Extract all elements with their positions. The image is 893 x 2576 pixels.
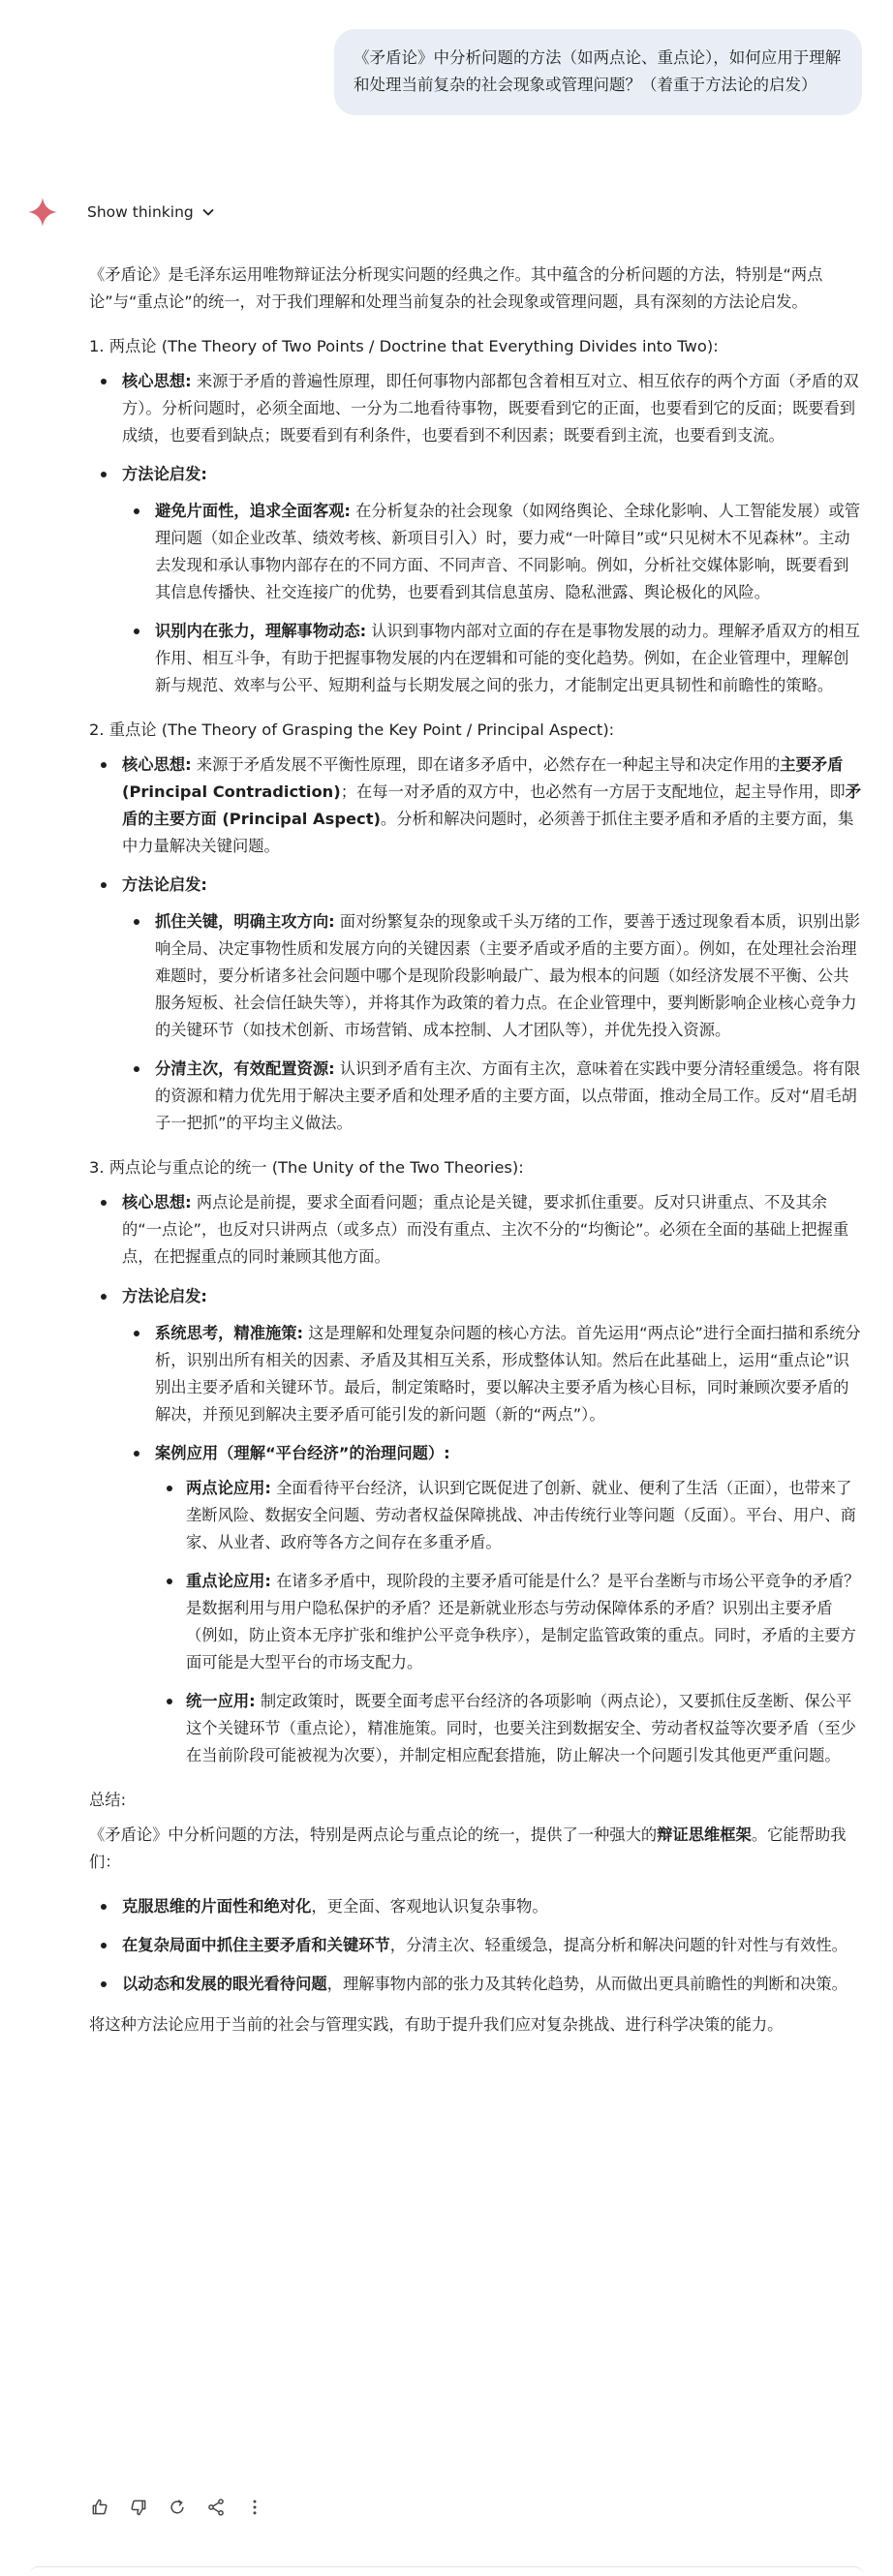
method-label: 方法论启发: xyxy=(122,1286,207,1305)
item-label: 克服思维的片面性和绝对化 xyxy=(122,1896,312,1916)
method-label: 方法论启发: xyxy=(122,465,207,484)
core-text: 来源于矛盾的普遍性原理，即任何事物内部都包含着相互对立、相互依存的两个方面（矛盾的双方）。分析问题时，必须全面地、一分为二地看待事物，既要看到它的正面，也要看到它的反面；既要看到成绩，也要看到缺点；既要看到有利条件，也要看到不利因素；既要看到主流，也要看到支流。 xyxy=(122,372,859,445)
user-prompt-bubble xyxy=(334,29,862,115)
item-text: ，理解事物内部的张力及其转化趋势，从而做出更具前瞻性的判断和决策。 xyxy=(326,1974,847,1993)
core-label: 核心思想: xyxy=(122,1193,192,1212)
section-list xyxy=(89,751,864,1137)
item-label: 抓住关键，明确主攻方向: xyxy=(155,912,335,932)
list-item xyxy=(89,1283,864,1769)
item-text: 制定政策时，既要全面考虑平台经济的各项影响（两点论），又要抓住反垄断、保公平这个关键环节（重点论），精准施策。同时，也要关注到数据安全、劳动者权益等次要矛盾（至少在当前阶段可能被视为次要），并制定相应配套措施，防止解决一个问题引发其他更严重问题。 xyxy=(186,1691,856,1764)
list-item xyxy=(155,1568,864,1676)
item-text: 在诸多矛盾中，现阶段的主要矛盾可能是什么？是平台垄断与市场公平竞争的矛盾？是数据利用与用户隐私保护的矛盾？还是新就业形态与劳动保障体系的矛盾？识别出主要矛盾（例如，防止资本无序扩张和维护公平竞争秩序），是制定监管政策的重点。同时，矛盾的主要方面可能是大型平台的市场支配力。 xyxy=(186,1571,860,1671)
item-label: 识别内在张力，理解事物动态: xyxy=(155,622,367,641)
list-item xyxy=(122,1056,864,1137)
item-text: ，更全面、客观地认识复杂事物。 xyxy=(311,1896,548,1916)
summary-text: 《矛盾论》中分析问题的方法，特别是两点论与重点论的统一，提供了一种强大的 xyxy=(89,1825,658,1844)
item-label: 分清主次，有效配置资源: xyxy=(155,1059,335,1079)
item-text: ，分清主次、轻重缓急，提高分析和解决问题的针对性与有效性。 xyxy=(389,1935,847,1954)
core-text: ；在每一对矛盾的双方中，也必然有一方居于支配地位，起主导作用，即 xyxy=(340,782,846,802)
list-item xyxy=(89,1932,864,1959)
show-thinking-label[interactable]: Show thinking xyxy=(87,203,194,221)
show-thinking-toggle[interactable] xyxy=(27,197,215,228)
list-item xyxy=(155,1475,864,1556)
item-label: 统一应用: xyxy=(186,1691,256,1710)
chevron-down-icon[interactable] xyxy=(201,205,215,219)
list-item xyxy=(122,1320,864,1428)
share-icon[interactable] xyxy=(205,2497,227,2518)
core-text: 两点论是前提，要求全面看问题；重点论是关键，要求抓住重要。反对只讲重点、不及其余的“一点论”，也反对只讲两点（或多点）而没有重点、主次不分的“均衡论”。必须在全面的基础上把握重点，在把握重点的同时兼顾其他方面。 xyxy=(122,1193,849,1267)
list-item xyxy=(122,498,864,606)
response-actions-bar xyxy=(89,2497,265,2518)
list-item xyxy=(89,751,864,860)
list-item xyxy=(122,1440,864,1769)
item-label: 两点论应用: xyxy=(186,1478,271,1497)
item-text: 认识到矛盾有主次、方面有主次，意味着在实践中要分清轻重缓急。将有限的资源和精力优先用于解决主要矛盾和处理矛盾的主要方面，以点带面，推动全局工作。反对“眉毛胡子一把抓”的平均主义做法。 xyxy=(155,1059,861,1133)
item-label: 以动态和发展的眼光看待问题 xyxy=(122,1974,327,1993)
method-list xyxy=(122,1320,864,1769)
list-item xyxy=(122,908,864,1044)
case-list xyxy=(155,1475,864,1769)
section-heading: 1. 两点论 (The Theory of Two Points / Doctrine that Everything Divides into Two): xyxy=(89,337,719,356)
item-label: 重点论应用: xyxy=(186,1571,271,1590)
item-text: 这是理解和处理复杂问题的核心方法。首先运用“两点论”进行全面扫描和系统分析，识别出所有相关的因素、矛盾及其相互关系，形成整体认知。然后在此基础上，运用“重点论”识别出主要矛盾和关键环节。最后，制定策略时，要以解决主要矛盾为核心目标，同时兼顾次要矛盾的解决，并预见到解决主要矛盾可能引发的新问题（新的“两点”）。 xyxy=(155,1323,861,1424)
item-label: 系统思考，精准施策: xyxy=(155,1323,304,1342)
thumb-up-icon[interactable] xyxy=(89,2497,110,2518)
item-text: 面对纷繁复杂的现象或千头万绪的工作，要善于透过现象看本质，识别出影响全局、决定事物性质和发展方向的关键因素（主要矛盾或矛盾的主要方面）。例如，在处理社会治理难题时，要分析诸多社会问题中哪个是现阶段影响最广、最为根本的问题（如经济发展不平衡、公共服务短板、社会信任缺失等），并将其作为政策的着力点。在企业管理中，要判断影响企业核心竞争力的关键环节（如技术创新、市场营销、成本控制、人才团队等），并优先投入资源。 xyxy=(155,912,861,1040)
thumb-down-icon[interactable] xyxy=(128,2497,149,2518)
item-text: 在分析复杂的社会现象（如网络舆论、全球化影响、人工智能发展）或管理问题（如企业改革、绩效考核、新项目引入）时，要力戒“一叶障目”或“只见树木不见森林”。主动去发现和承认事物内部存在的不同方面、不同声音、不同影响。例如，分析社交媒体影响，既要看到其信息传播快、社交连接广的优势，也要看到其信息茧房、隐私泄露、舆论极化的风险。 xyxy=(155,502,861,602)
input-area-edge xyxy=(29,2566,864,2576)
summary-list xyxy=(89,1893,864,1998)
core-label: 核心思想: xyxy=(122,755,192,775)
item-label: 案例应用（理解“平台经济”的治理问题）: xyxy=(155,1443,450,1462)
item-text: 认识到事物内部对立面的存在是事物发展的动力。理解矛盾双方的相互作用、相互斗争，有助于把握事物发展的内在逻辑和可能的变化趋势。例如，在企业管理中，理解创新与规范、效率与公平、短期利益与长期发展之间的张力，才能制定出更具韧性和前瞻性的策略。 xyxy=(155,622,861,695)
core-bold: 矛盾的主要方面 (Principal Aspect) xyxy=(122,782,862,829)
summary-bold: 辩证思维框架 xyxy=(657,1825,752,1844)
summary-text: 。它能帮助我们： xyxy=(89,1825,847,1871)
method-list xyxy=(122,498,864,699)
list-item xyxy=(89,872,864,1137)
user-prompt-text: 《矛盾论》中分析问题的方法（如两点论、重点论），如何应用于理解和处理当前复杂的社会现象或管理问题？（着重于方法论的启发） xyxy=(354,48,842,95)
gemini-spark-icon xyxy=(27,197,58,228)
more-vert-icon[interactable] xyxy=(244,2497,265,2518)
list-item xyxy=(89,1971,864,1998)
method-label: 方法论启发: xyxy=(122,875,207,895)
section-heading: 2. 重点论 (The Theory of Grasping the Key Point / Principal Aspect): xyxy=(89,721,615,740)
closing-paragraph: 将这种方法论应用于当前的社会与管理实践，有助于提升我们应对复杂挑战、进行科学决策的能力。 xyxy=(89,2014,784,2034)
section-heading: 3. 两点论与重点论的统一 (The Unity of the Two Theories): xyxy=(89,1158,524,1178)
core-text: 来源于矛盾发展不平衡性原理，即在诸多矛盾中，必然存在一种起主导和决定作用的 xyxy=(191,755,781,775)
section-list xyxy=(89,368,864,699)
intro-paragraph: 《矛盾论》是毛泽东运用唯物辩证法分析现实问题的经典之作。其中蕴含的分析问题的方法，特别是“两点论”与“重点论”的统一，对于我们理解和处理当前复杂的社会现象或管理问题，具有深刻的方法论启发。 xyxy=(89,265,823,312)
core-label: 核心思想: xyxy=(122,372,192,391)
summary-heading: 总结: xyxy=(89,1790,127,1809)
list-item xyxy=(155,1688,864,1769)
item-text: 全面看待平台经济，认识到它既促进了创新、就业、便利了生活（正面），也带来了垄断风险、数据安全问题、劳动者权益保障挑战、冲击传统行业等问题（反面）。平台、用户、商家、从业者、政府等各方之间存在多重矛盾。 xyxy=(186,1478,856,1551)
model-response xyxy=(89,261,864,2056)
list-item xyxy=(122,618,864,699)
list-item xyxy=(89,461,864,699)
regenerate-icon[interactable] xyxy=(167,2497,188,2518)
list-item xyxy=(89,1893,864,1920)
item-label: 在复杂局面中抓住主要矛盾和关键环节 xyxy=(122,1935,390,1954)
method-list xyxy=(122,908,864,1137)
list-item xyxy=(89,368,864,449)
section-list xyxy=(89,1189,864,1768)
core-bold: 主要矛盾 (Principal Contradiction) xyxy=(122,755,844,802)
list-item xyxy=(89,1189,864,1271)
item-label: 避免片面性，追求全面客观: xyxy=(155,502,351,521)
summary-paragraph xyxy=(89,1822,864,1876)
core-text: 。分析和解决问题时，必须善于抓住主要矛盾和矛盾的主要方面，集中力量解决关键问题。 xyxy=(122,810,854,856)
